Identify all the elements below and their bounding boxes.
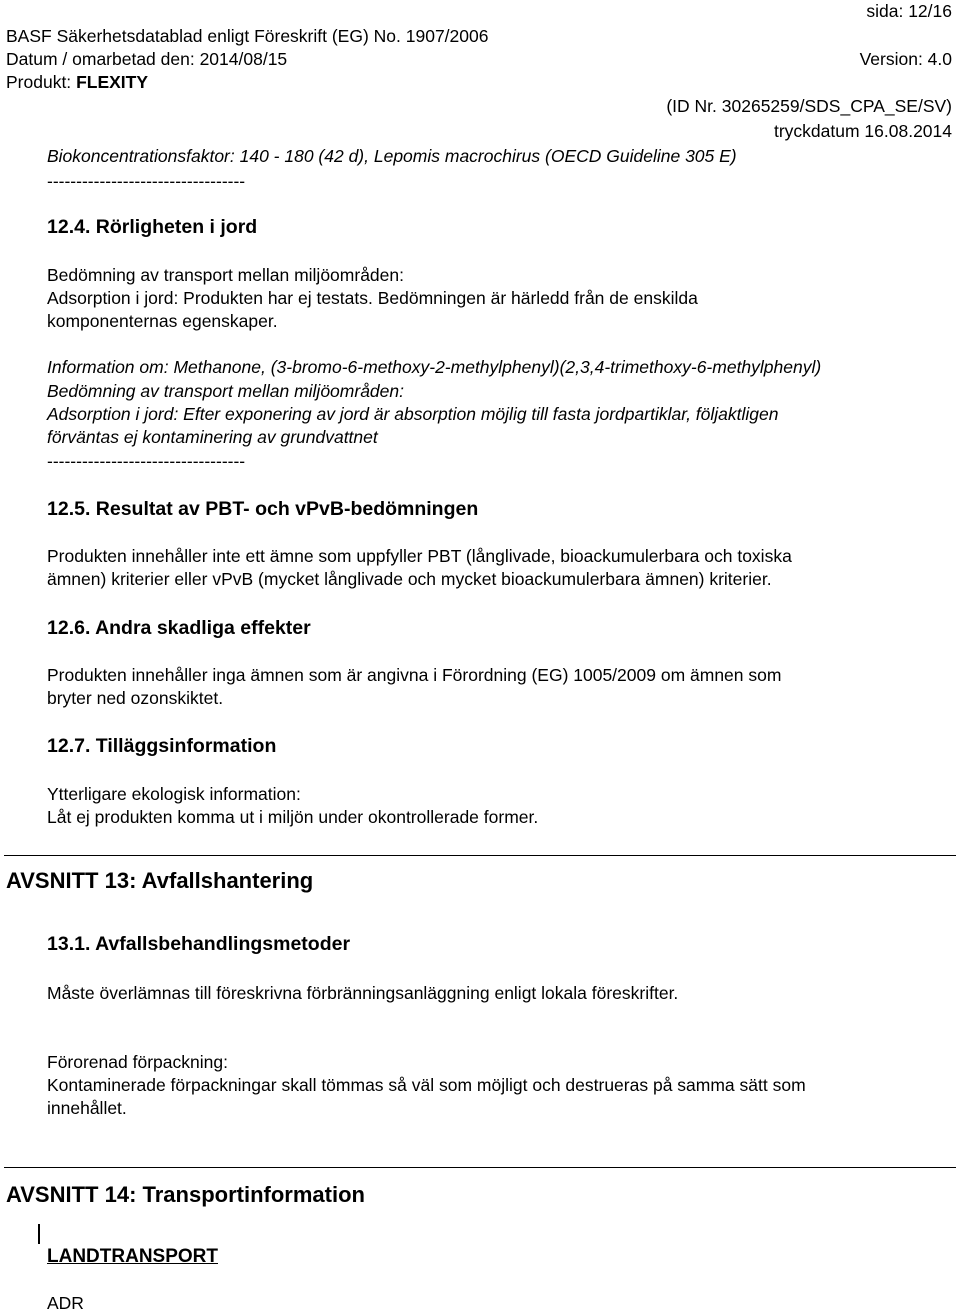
section-13-1-heading: 13.1. Avfallsbehandlingsmetoder [47, 933, 351, 955]
document-title: BASF Säkerhetsdatablad enligt Föreskrift (EG) No. 1907/2006 [6, 26, 489, 46]
print-date: tryckdatum 16.08.2014 [773, 121, 952, 141]
section-divider [4, 1167, 956, 1168]
disposal-method: Måste överlämnas till föreskrivna förbränningsanläggning enligt lokala föreskrifter. [47, 983, 679, 1003]
adr-label: ADR [47, 1293, 84, 1313]
bioconcentration-line: Biokoncentrationsfaktor: 140 - 180 (42 d), Lepomis macrochirus (OECD Guideline 305 E) [47, 146, 737, 166]
change-marker [38, 1224, 40, 1244]
soil-adsorption: Adsorption i jord: Produkten har ej testats. Bedömningen är härledd från de enskilda [47, 288, 698, 308]
additional-eco-text: Låt ej produkten komma ut i miljön under okontrollerade former. [47, 807, 539, 827]
revision-date: Datum / omarbetad den: 2014/08/15 [6, 49, 288, 69]
land-transport-heading: LANDTRANSPORT [47, 1246, 218, 1267]
contaminated-packaging-text-cont: innehållet. [47, 1098, 127, 1118]
pbt-assessment-cont: ämnen) kriterier eller vPvB (mycket långlivade och mycket bioackumulerbara ämnen) kriterier. [47, 569, 772, 589]
separator: ---------------------------------- [47, 451, 246, 471]
section-13-heading: AVSNITT 13: Avfallshantering [6, 868, 314, 893]
section-divider [4, 855, 956, 856]
page-number: sida: 12/16 [866, 1, 952, 21]
component-adsorption: Adsorption i jord: Efter exponering av jord är absorption möjlig till fasta jordpartiklar, följaktligen [47, 404, 779, 424]
pbt-assessment: Produkten innehåller inte ett ämne som uppfyller PBT (långlivade, bioackumulerbara och toxiska [47, 546, 792, 566]
ozone-statement-cont: bryter ned ozonskiktet. [47, 688, 224, 708]
component-adsorption-cont: förväntas ej kontaminering av grundvattnet [47, 427, 378, 447]
transport-assessment: Bedömning av transport mellan miljöområden: [47, 265, 404, 285]
id-number: (ID Nr. 30265259/SDS_CPA_SE/SV) [666, 96, 952, 116]
additional-eco-label: Ytterligare ekologisk information: [47, 784, 301, 804]
product-name: FLEXITY [76, 72, 149, 92]
soil-adsorption-cont: komponenternas egenskaper. [47, 311, 278, 331]
section-12-7-heading: 12.7. Tilläggsinformation [47, 735, 277, 757]
section-12-4-heading: 12.4. Rörligheten i jord [47, 216, 258, 238]
version: Version: 4.0 [859, 49, 952, 69]
contaminated-packaging-label: Förorenad förpackning: [47, 1052, 228, 1072]
product-label: Produkt: [6, 72, 72, 92]
product-line [6, 72, 148, 92]
section-12-5-heading: 12.5. Resultat av PBT- och vPvB-bedömningen [47, 498, 479, 520]
separator: ---------------------------------- [47, 171, 246, 191]
section-14-heading: AVSNITT 14: Transportinformation [6, 1182, 365, 1207]
component-info: Information om: Methanone, (3-bromo-6-methoxy-2-methylphenyl)(2,3,4-trimethoxy-6-methylphenyl) [47, 357, 822, 377]
component-transport: Bedömning av transport mellan miljöområden: [47, 381, 404, 401]
section-12-6-heading: 12.6. Andra skadliga effekter [47, 617, 311, 639]
ozone-statement: Produkten innehåller inga ämnen som är angivna i Förordning (EG) 1005/2009 om ämnen som [47, 665, 782, 685]
contaminated-packaging-text: Kontaminerade förpackningar skall tömmas så väl som möjligt och destrueras på samma sätt som [47, 1075, 806, 1095]
